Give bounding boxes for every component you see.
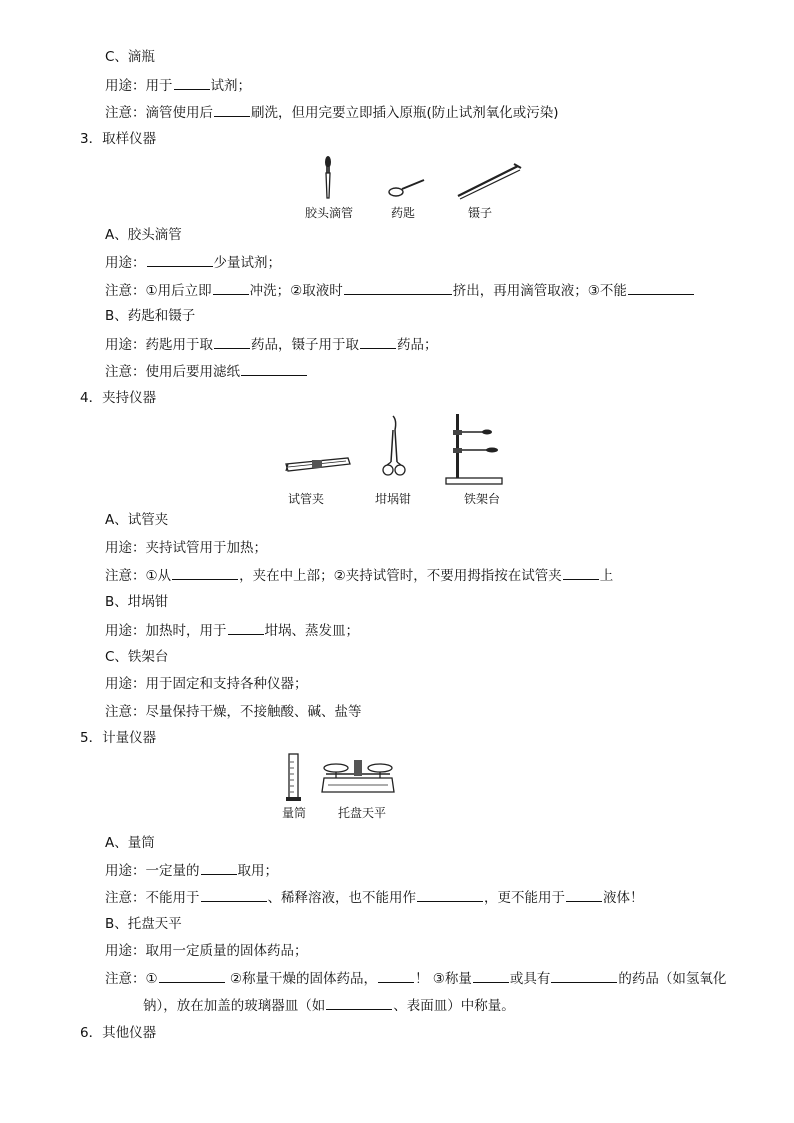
tweezers-icon xyxy=(458,164,521,199)
caption-crucible-tongs: 坩埚钳 xyxy=(375,492,412,506)
caption-test-tube-clamp: 试管夹 xyxy=(288,492,325,506)
test-tube-clamp-note: 注意：①从 ，夹在中上部；②夹持试管时，不要用拇指按在试管夹 上 xyxy=(105,568,614,584)
fill-blank[interactable] xyxy=(159,969,225,983)
caption-iron-stand: 铁架台 xyxy=(464,492,501,506)
spatula-icon xyxy=(389,180,424,196)
balance-use: 用途：取用一定质量的固体药品； xyxy=(105,943,308,959)
caption-dropper: 胶头滴管 xyxy=(305,206,354,220)
test-tube-clamp-icon xyxy=(286,458,350,471)
heading-measuring: 5．计量仪器 xyxy=(80,730,157,746)
fill-blank[interactable] xyxy=(360,335,396,349)
section-title-dropper-bottle: C、滴瓶 xyxy=(105,49,155,65)
fill-blank[interactable] xyxy=(326,996,392,1010)
iron-stand-icon xyxy=(446,414,502,484)
test-tube-clamp-use: 用途：夹持试管用于加热； xyxy=(105,540,267,556)
fill-blank[interactable] xyxy=(201,861,237,875)
fill-blank[interactable] xyxy=(214,335,250,349)
dropper-bottle-use: 用途：用于 试剂； xyxy=(105,78,251,94)
crucible-tongs-use: 用途：加热时，用于 坩埚、蒸发皿； xyxy=(105,623,359,639)
section-title-spatula-tweezers: B、药匙和镊子 xyxy=(105,308,196,324)
section-title-test-tube-clamp: A、试管夹 xyxy=(105,512,169,528)
heading-sampling: 3．取样仪器 xyxy=(80,131,157,147)
fill-blank[interactable] xyxy=(241,362,307,376)
section-title-balance: B、托盘天平 xyxy=(105,916,182,932)
spatula-tweezers-use: 用途：药匙用于取 药品，镊子用于取 药品； xyxy=(105,337,438,353)
heading-holding: 4．夹持仪器 xyxy=(80,390,157,406)
dropper-use: 用途： 少量试剂； xyxy=(105,255,281,271)
graduated-cylinder-icon xyxy=(286,754,301,801)
holding-instruments-figure xyxy=(282,412,512,488)
fill-blank[interactable] xyxy=(628,281,694,295)
section-title-crucible-tongs: B、坩埚钳 xyxy=(105,594,169,610)
caption-graduated-cylinder: 量筒 xyxy=(282,806,307,820)
fill-blank[interactable] xyxy=(566,888,602,902)
fill-blank[interactable] xyxy=(228,621,264,635)
spatula-tweezers-note: 注意：使用后要用滤纸 xyxy=(105,362,308,381)
caption-tweezers: 镊子 xyxy=(468,206,493,220)
sampling-instruments-figure xyxy=(300,152,530,202)
fill-blank[interactable] xyxy=(551,969,617,983)
fill-blank[interactable] xyxy=(213,281,249,295)
caption-spatula: 药匙 xyxy=(391,206,416,220)
dropper-icon xyxy=(325,156,331,198)
crucible-tongs-icon xyxy=(383,416,405,475)
fill-blank[interactable] xyxy=(174,76,210,90)
caption-balance: 托盘天平 xyxy=(338,806,387,820)
fill-blank[interactable] xyxy=(473,969,509,983)
fill-blank[interactable] xyxy=(344,281,452,295)
cylinder-use: 用途：一定量的 取用； xyxy=(105,863,278,879)
fill-blank[interactable] xyxy=(417,888,483,902)
fill-blank[interactable] xyxy=(201,888,267,902)
balance-note-continued: 钠），放在加盖的玻璃器皿（如 、表面皿）中称量。 xyxy=(143,998,515,1014)
section-title-dropper: A、胶头滴管 xyxy=(105,227,182,243)
fill-blank[interactable] xyxy=(147,253,213,267)
balance-note: 注意：① ②称量干燥的固体药品， ！ ③称量 或具有 的药品（如氢氧化 xyxy=(105,971,727,987)
iron-stand-note: 注意：尽量保持干燥，不接触酸、碱、盐等 xyxy=(105,704,362,720)
fill-blank[interactable] xyxy=(378,969,414,983)
section-title-iron-stand: C、铁架台 xyxy=(105,649,169,665)
measuring-instruments-figure xyxy=(278,752,396,804)
dropper-bottle-note: 注意：滴管使用后 刷洗，但用完要立即插入原瓶(防止试剂氧化或污染) xyxy=(105,105,559,121)
iron-stand-use: 用途：用于固定和支持各种仪器； xyxy=(105,676,308,692)
fill-blank[interactable] xyxy=(172,566,238,580)
dropper-note: 注意：①用后立即 冲洗；②取液时 挤出，再用滴管取液；③不能 xyxy=(105,281,695,300)
fill-blank[interactable] xyxy=(563,566,599,580)
heading-others: 6．其他仪器 xyxy=(80,1025,157,1041)
balance-icon xyxy=(322,760,394,792)
section-title-cylinder: A、量筒 xyxy=(105,835,155,851)
fill-blank[interactable] xyxy=(214,103,250,117)
cylinder-note: 注意：不能用于 、稀释溶液，也不能用作 ，更不能用于 液体！ xyxy=(105,890,644,906)
